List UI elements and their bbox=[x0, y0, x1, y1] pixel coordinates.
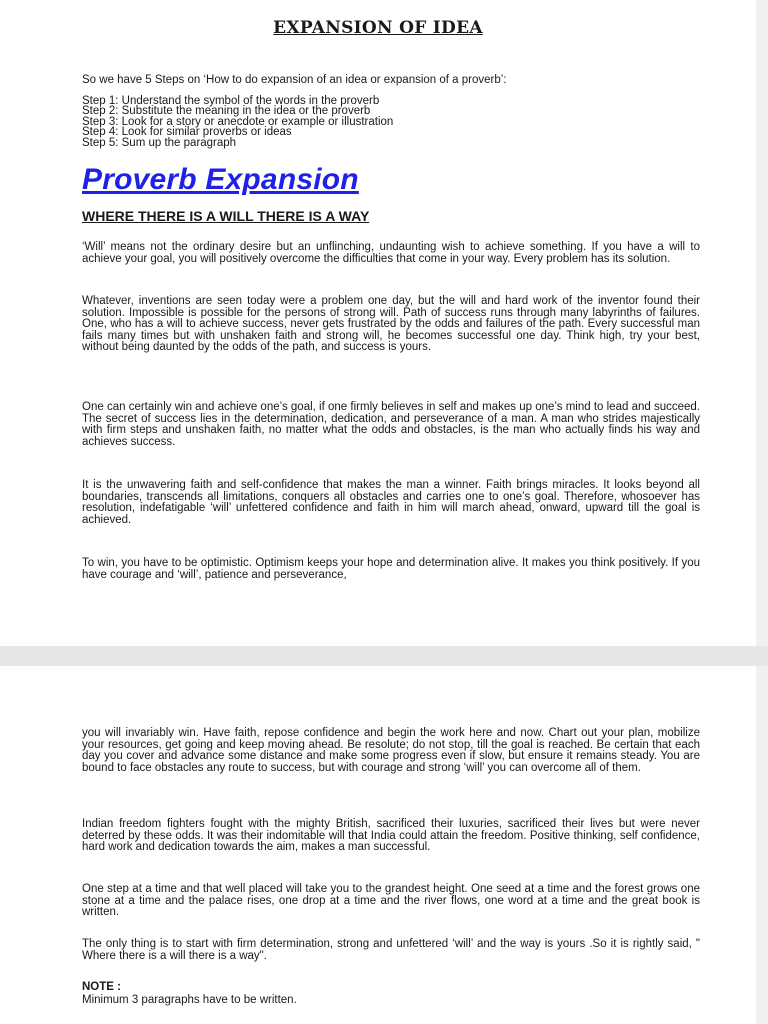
paragraph: you will invariably win. Have faith, repose confidence and begin the work here and now. Chart out your plan, mobilize your resources, get going and keep moving ahead. Be resolute; do not stop, till the goal is reached. Be certain that each day you cover and advance some distance and make some progress even if slow, but ensure it remains steady. You are bound to face obstacles any route to success, but with courage and strong ‘will’ you can overcome all of them. bbox=[82, 727, 700, 774]
note-text: Minimum 3 paragraphs have to be written. bbox=[82, 994, 297, 1006]
paragraph: Indian freedom fighters fought with the mighty British, sacrificed their luxuries, sacrificed their lives but were never deterred by these odds. It was their indomitable will that India could attain the freedom. Positive thinking, self confidence, hard work and dedication towards the aim, makes a man successful. bbox=[82, 818, 700, 854]
proverb-subheading: WHERE THERE IS A WILL THERE IS A WAY bbox=[82, 208, 370, 224]
note-label: NOTE : bbox=[82, 981, 121, 993]
step-item: Step 4: Look for similar proverbs or ideas bbox=[82, 126, 292, 139]
steps-list bbox=[82, 96, 702, 148]
page-separator bbox=[0, 646, 768, 666]
intro-text: So we have 5 Steps on ‘How to do expansion of an idea or expansion of a proverb’: bbox=[82, 74, 507, 86]
paragraph: Whatever, inventions are seen today were a problem one day, but the will and hard work of the inventor found their solution. Impossible is possible for the persons of strong will. Path of success runs through many labyrinths of failures. One, who has a will to achieve success, never gets frustrated by the odds and failures of the path. Every successful man fails many times but with unshaken faith and strong will, he becomes successful one day. Think high, try your best, without being daunted by the odds of the path, and success is yours. bbox=[82, 295, 700, 354]
paragraph: ‘Will’ means not the ordinary desire but an unflinching, undaunting wish to achieve something. If you have a will to achieve your goal, you will positively overcome the difficulties that come in your way. Every problem has its solution. bbox=[82, 241, 700, 265]
paragraph: It is the unwavering faith and self-confidence that makes the man a winner. Faith brings miracles. It looks beyond all boundaries, transcends all limitations, conquers all obstacles and carries one to one’s goal. Therefore, whosoever has resolution, indefatigable ‘will’ unfettered confidence and faith in him will march ahead, onward, upward till the goal is achieved. bbox=[82, 479, 700, 526]
paragraph: One can certainly win and achieve one’s goal, if one firmly believes in self and makes up one’s mind to lead and succeed. The secret of success lies in the determination, dedication, and perseverance of a man. A man who strides majestically with firm steps and unshaken faith, no matter what the odds and obstacles, is the man who actually finds his way and achieves success. bbox=[82, 401, 700, 448]
proverb-expansion-heading: Proverb Expansion bbox=[82, 163, 359, 196]
paragraph: The only thing is to start with firm determination, strong and unfettered ‘will’ and the way is yours .So it is rightly said, " Where there is a will there is a way". bbox=[82, 938, 700, 962]
step-item: Step 3: Look for a story or anecdote or example or illustration bbox=[82, 115, 394, 128]
paragraph: One step at a time and that well placed will take you to the grandest height. One seed at a time and the forest grows one stone at a time and the palace rises, one drop at a time and the river flows, one word at a time and the great book is written. bbox=[82, 883, 700, 919]
document-title: EXPANSION OF IDEA bbox=[273, 18, 483, 38]
paragraph: To win, you have to be optimistic. Optimism keeps your hope and determination alive. It makes you think positively. If you have courage and ‘will’, patience and perseverance, bbox=[82, 557, 700, 581]
step-item: Step 2: Substitute the meaning in the idea or the proverb bbox=[82, 105, 371, 118]
step-item: Step 1: Understand the symbol of the words in the proverb bbox=[82, 95, 380, 107]
step-item: Step 5: Sum up the paragraph bbox=[82, 136, 237, 149]
